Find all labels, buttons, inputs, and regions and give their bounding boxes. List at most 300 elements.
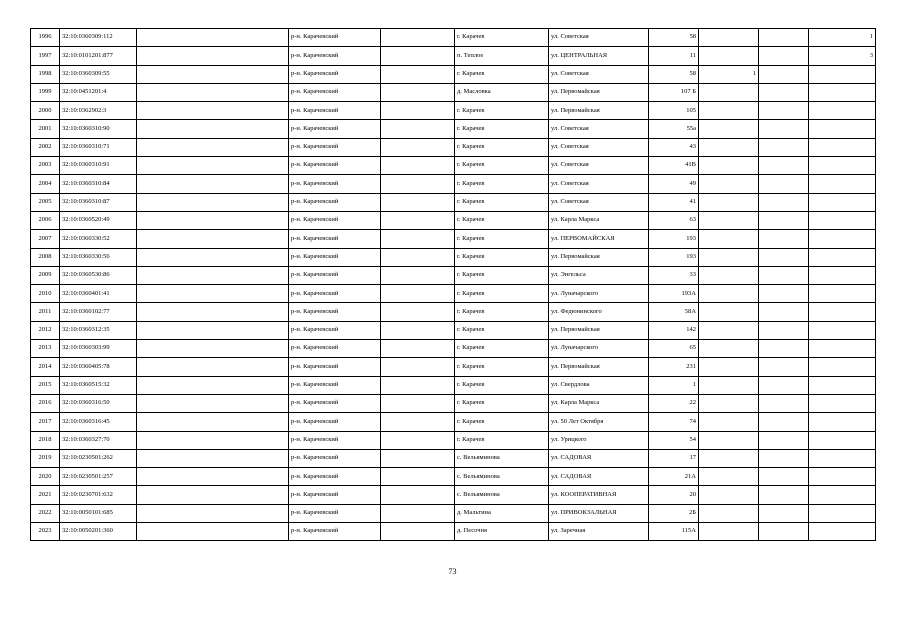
settlement-cell: г. Карачев <box>455 65 549 83</box>
apartment-cell <box>699 321 759 339</box>
blank-cell <box>381 285 455 303</box>
cadastral-number-cell: 32:10:0360330:56 <box>60 248 137 266</box>
blank-cell <box>381 138 455 156</box>
blank-cell <box>381 449 455 467</box>
house-number-cell: 49 <box>649 175 699 193</box>
house-number-cell: 22 <box>649 394 699 412</box>
settlement-cell: п. Теплое <box>455 47 549 65</box>
row-number-cell: 2020 <box>31 468 60 486</box>
settlement-cell: г. Карачев <box>455 29 549 47</box>
district-cell: р-н. Карачевский <box>289 138 381 156</box>
blank-cell <box>759 266 809 284</box>
table-row <box>31 193 876 211</box>
count-cell <box>809 340 876 358</box>
district-cell: р-н. Карачевский <box>289 321 381 339</box>
apartment-cell <box>699 523 759 541</box>
district-cell: р-н. Карачевский <box>289 468 381 486</box>
house-number-cell: 65 <box>649 340 699 358</box>
district-cell: р-н. Карачевский <box>289 211 381 229</box>
apartment-cell <box>699 83 759 101</box>
settlement-cell: г. Карачев <box>455 340 549 358</box>
district-cell: р-н. Карачевский <box>289 230 381 248</box>
district-cell: р-н. Карачевский <box>289 120 381 138</box>
district-cell: р-н. Карачевский <box>289 358 381 376</box>
table-row <box>31 83 876 101</box>
house-number-cell: 193 <box>649 248 699 266</box>
count-cell <box>809 138 876 156</box>
row-number-cell: 1999 <box>31 83 60 101</box>
blank-cell <box>759 376 809 394</box>
house-number-cell: 58А <box>649 303 699 321</box>
cadastral-number-cell: 32:10:0360310:84 <box>60 175 137 193</box>
count-cell: 3 <box>809 47 876 65</box>
settlement-cell: г. Карачев <box>455 248 549 266</box>
apartment-cell <box>699 266 759 284</box>
row-number-cell: 2009 <box>31 266 60 284</box>
district-cell: р-н. Карачевский <box>289 83 381 101</box>
street-cell: ул. 50 Лет Октября <box>549 413 649 431</box>
row-number-cell: 2008 <box>31 248 60 266</box>
count-cell <box>809 230 876 248</box>
blank-cell <box>759 449 809 467</box>
street-cell: ул. Свердлова <box>549 376 649 394</box>
district-cell: р-н. Карачевский <box>289 431 381 449</box>
count-cell <box>809 65 876 83</box>
row-number-cell: 2000 <box>31 102 60 120</box>
blank-cell <box>381 504 455 522</box>
table-row <box>31 138 876 156</box>
register-table-body <box>31 29 876 541</box>
table-row <box>31 157 876 175</box>
blank-cell <box>381 376 455 394</box>
count-cell <box>809 358 876 376</box>
house-number-cell: 63 <box>649 211 699 229</box>
row-number-cell: 2015 <box>31 376 60 394</box>
cadastral-number-cell: 32:10:0360401:41 <box>60 285 137 303</box>
street-cell: ул. САДОВАЯ <box>549 449 649 467</box>
cadastral-number-cell: 32:10:0360405:78 <box>60 358 137 376</box>
blank-cell <box>137 193 289 211</box>
blank-cell <box>381 83 455 101</box>
row-number-cell: 2016 <box>31 394 60 412</box>
blank-cell <box>137 468 289 486</box>
district-cell: р-н. Карачевский <box>289 449 381 467</box>
table-row <box>31 358 876 376</box>
house-number-cell: 55а <box>649 120 699 138</box>
blank-cell <box>759 211 809 229</box>
street-cell: ул. Первомайская <box>549 248 649 266</box>
blank-cell <box>137 431 289 449</box>
blank-cell <box>137 83 289 101</box>
blank-cell <box>137 358 289 376</box>
street-cell: ул. Советская <box>549 175 649 193</box>
blank-cell <box>381 65 455 83</box>
blank-cell <box>137 413 289 431</box>
table-row <box>31 230 876 248</box>
house-number-cell: 17 <box>649 449 699 467</box>
cadastral-number-cell: 32:10:0360520:49 <box>60 211 137 229</box>
blank-cell <box>137 376 289 394</box>
blank-cell <box>137 321 289 339</box>
apartment-cell <box>699 102 759 120</box>
house-number-cell: 43 <box>649 138 699 156</box>
district-cell: р-н. Карачевский <box>289 266 381 284</box>
apartment-cell <box>699 138 759 156</box>
house-number-cell: 142 <box>649 321 699 339</box>
table-row <box>31 102 876 120</box>
apartment-cell <box>699 486 759 504</box>
blank-cell <box>137 303 289 321</box>
district-cell: р-н. Карачевский <box>289 303 381 321</box>
blank-cell <box>759 504 809 522</box>
district-cell: р-н. Карачевский <box>289 29 381 47</box>
blank-cell <box>759 138 809 156</box>
street-cell: ул. Советская <box>549 157 649 175</box>
table-row <box>31 449 876 467</box>
table-row <box>31 47 876 65</box>
blank-cell <box>759 65 809 83</box>
district-cell: р-н. Карачевский <box>289 285 381 303</box>
blank-cell <box>381 211 455 229</box>
settlement-cell: д. Песочня <box>455 523 549 541</box>
table-row <box>31 120 876 138</box>
blank-cell <box>381 193 455 211</box>
cadastral-number-cell: 32:10:0360310:87 <box>60 193 137 211</box>
district-cell: р-н. Карачевский <box>289 376 381 394</box>
settlement-cell: д. Мальтина <box>455 504 549 522</box>
blank-cell <box>759 157 809 175</box>
house-number-cell: 193 <box>649 230 699 248</box>
apartment-cell <box>699 285 759 303</box>
blank-cell <box>137 340 289 358</box>
settlement-cell: г. Карачев <box>455 376 549 394</box>
cadastral-number-cell: 32:10:0360327:70 <box>60 431 137 449</box>
table-row <box>31 29 876 47</box>
count-cell <box>809 468 876 486</box>
house-number-cell: 41В <box>649 157 699 175</box>
blank-cell <box>137 394 289 412</box>
blank-cell <box>759 486 809 504</box>
row-number-cell: 2001 <box>31 120 60 138</box>
count-cell <box>809 431 876 449</box>
row-number-cell: 2019 <box>31 449 60 467</box>
house-number-cell: 58 <box>649 65 699 83</box>
cadastral-number-cell: 32:10:0360330:52 <box>60 230 137 248</box>
row-number-cell: 2003 <box>31 157 60 175</box>
row-number-cell: 2011 <box>31 303 60 321</box>
settlement-cell: г. Карачев <box>455 303 549 321</box>
street-cell: ул. ПЕРВОМАЙСКАЯ <box>549 230 649 248</box>
settlement-cell: г. Карачев <box>455 431 549 449</box>
cadastral-number-cell: 32:10:0230501:262 <box>60 449 137 467</box>
house-number-cell: 105 <box>649 102 699 120</box>
street-cell: ул. Урицкого <box>549 431 649 449</box>
count-cell <box>809 193 876 211</box>
table-row <box>31 303 876 321</box>
apartment-cell <box>699 468 759 486</box>
street-cell: ул. Первомайская <box>549 102 649 120</box>
blank-cell <box>381 468 455 486</box>
table-row <box>31 340 876 358</box>
apartment-cell <box>699 431 759 449</box>
settlement-cell: д. Масловка <box>455 83 549 101</box>
apartment-cell <box>699 504 759 522</box>
count-cell <box>809 102 876 120</box>
count-cell <box>809 285 876 303</box>
street-cell: ул. Федюнинского <box>549 303 649 321</box>
cadastral-number-cell: 32:10:0451201:4 <box>60 83 137 101</box>
apartment-cell <box>699 47 759 65</box>
blank-cell <box>759 248 809 266</box>
table-row <box>31 486 876 504</box>
apartment-cell <box>699 413 759 431</box>
blank-cell <box>137 102 289 120</box>
blank-cell <box>759 120 809 138</box>
table-row <box>31 376 876 394</box>
house-number-cell: 74 <box>649 413 699 431</box>
apartment-cell <box>699 303 759 321</box>
count-cell <box>809 413 876 431</box>
apartment-cell <box>699 29 759 47</box>
cadastral-number-cell: 32:10:0360312:35 <box>60 321 137 339</box>
settlement-cell: г. Карачев <box>455 175 549 193</box>
count-cell <box>809 157 876 175</box>
count-cell <box>809 248 876 266</box>
cadastral-number-cell: 32:10:0360309:55 <box>60 65 137 83</box>
blank-cell <box>137 120 289 138</box>
table-row <box>31 248 876 266</box>
district-cell: р-н. Карачевский <box>289 102 381 120</box>
table-row <box>31 266 876 284</box>
street-cell: ул. Луначарского <box>549 285 649 303</box>
cadastral-number-cell: 32:10:0360530:86 <box>60 266 137 284</box>
apartment-cell <box>699 211 759 229</box>
page-number: 73 <box>448 567 457 576</box>
district-cell: р-н. Карачевский <box>289 248 381 266</box>
blank-cell <box>137 65 289 83</box>
cadastral-number-cell: 32:10:0360515:32 <box>60 376 137 394</box>
cadastral-number-cell: 32:10:0360310:90 <box>60 120 137 138</box>
count-cell <box>809 394 876 412</box>
street-cell: ул. Советская <box>549 29 649 47</box>
row-number-cell: 2012 <box>31 321 60 339</box>
cadastral-number-cell: 32:10:0360310:71 <box>60 138 137 156</box>
blank-cell <box>381 413 455 431</box>
row-number-cell: 2007 <box>31 230 60 248</box>
blank-cell <box>759 83 809 101</box>
street-cell: ул. Заречная <box>549 523 649 541</box>
district-cell: р-н. Карачевский <box>289 394 381 412</box>
blank-cell <box>137 211 289 229</box>
settlement-cell: г. Карачев <box>455 285 549 303</box>
row-number-cell: 2014 <box>31 358 60 376</box>
house-number-cell: 107 Б <box>649 83 699 101</box>
row-number-cell: 2022 <box>31 504 60 522</box>
blank-cell <box>759 47 809 65</box>
count-cell <box>809 523 876 541</box>
blank-cell <box>381 175 455 193</box>
apartment-cell: 1 <box>699 65 759 83</box>
blank-cell <box>381 157 455 175</box>
row-number-cell: 1998 <box>31 65 60 83</box>
blank-cell <box>759 321 809 339</box>
district-cell: р-н. Карачевский <box>289 504 381 522</box>
row-number-cell: 2023 <box>31 523 60 541</box>
count-cell <box>809 83 876 101</box>
blank-cell <box>759 358 809 376</box>
street-cell: ул. Советская <box>549 138 649 156</box>
settlement-cell: г. Карачев <box>455 211 549 229</box>
street-cell: ул. Карла Маркса <box>549 211 649 229</box>
count-cell <box>809 321 876 339</box>
street-cell: ул. ЦЕНТРАЛЬНАЯ <box>549 47 649 65</box>
blank-cell <box>381 266 455 284</box>
blank-cell <box>381 321 455 339</box>
row-number-cell: 2013 <box>31 340 60 358</box>
apartment-cell <box>699 358 759 376</box>
district-cell: р-н. Карачевский <box>289 193 381 211</box>
blank-cell <box>759 394 809 412</box>
cadastral-number-cell: 32:10:0362902:3 <box>60 102 137 120</box>
blank-cell <box>759 431 809 449</box>
blank-cell <box>381 120 455 138</box>
blank-cell <box>381 523 455 541</box>
apartment-cell <box>699 230 759 248</box>
house-number-cell: 193А <box>649 285 699 303</box>
house-number-cell: 2Б <box>649 504 699 522</box>
row-number-cell: 2018 <box>31 431 60 449</box>
settlement-cell: г. Карачев <box>455 413 549 431</box>
blank-cell <box>137 266 289 284</box>
blank-cell <box>137 175 289 193</box>
blank-cell <box>759 29 809 47</box>
table-row <box>31 285 876 303</box>
row-number-cell: 1996 <box>31 29 60 47</box>
count-cell <box>809 120 876 138</box>
settlement-cell: с. Вельяминова <box>455 468 549 486</box>
row-number-cell: 2010 <box>31 285 60 303</box>
blank-cell <box>381 303 455 321</box>
apartment-cell <box>699 157 759 175</box>
district-cell: р-н. Карачевский <box>289 65 381 83</box>
blank-cell <box>137 230 289 248</box>
house-number-cell: 58 <box>649 29 699 47</box>
blank-cell <box>381 394 455 412</box>
blank-cell <box>137 47 289 65</box>
blank-cell <box>137 29 289 47</box>
blank-cell <box>137 523 289 541</box>
row-number-cell: 2017 <box>31 413 60 431</box>
count-cell <box>809 504 876 522</box>
blank-cell <box>759 193 809 211</box>
table-row <box>31 211 876 229</box>
settlement-cell: с. Вельяминова <box>455 449 549 467</box>
house-number-cell: 21А <box>649 468 699 486</box>
blank-cell <box>137 486 289 504</box>
settlement-cell: г. Карачев <box>455 358 549 376</box>
table-row <box>31 523 876 541</box>
district-cell: р-н. Карачевский <box>289 486 381 504</box>
table-row <box>31 394 876 412</box>
district-cell: р-н. Карачевский <box>289 523 381 541</box>
row-number-cell: 2006 <box>31 211 60 229</box>
settlement-cell: г. Карачев <box>455 157 549 175</box>
cadastral-number-cell: 32:10:0360102:77 <box>60 303 137 321</box>
street-cell: ул. КООПЕРАТИВНАЯ <box>549 486 649 504</box>
blank-cell <box>759 102 809 120</box>
blank-cell <box>759 468 809 486</box>
cadastral-number-cell: 32:10:0360303:99 <box>60 340 137 358</box>
apartment-cell <box>699 376 759 394</box>
house-number-cell: 231 <box>649 358 699 376</box>
blank-cell <box>137 285 289 303</box>
table-row <box>31 468 876 486</box>
blank-cell <box>137 504 289 522</box>
table-row <box>31 413 876 431</box>
street-cell: ул. Советская <box>549 193 649 211</box>
blank-cell <box>381 340 455 358</box>
cadastral-number-cell: 32:10:0101201:877 <box>60 47 137 65</box>
register-table <box>30 28 876 541</box>
table-row <box>31 504 876 522</box>
apartment-cell <box>699 340 759 358</box>
apartment-cell <box>699 449 759 467</box>
street-cell: ул. ПРИВОКЗАЛЬНАЯ <box>549 504 649 522</box>
blank-cell <box>381 230 455 248</box>
street-cell: ул. Первомайская <box>549 83 649 101</box>
settlement-cell: г. Карачев <box>455 102 549 120</box>
table-row <box>31 431 876 449</box>
settlement-cell: г. Карачев <box>455 138 549 156</box>
count-cell <box>809 211 876 229</box>
count-cell <box>809 266 876 284</box>
blank-cell <box>759 523 809 541</box>
apartment-cell <box>699 193 759 211</box>
apartment-cell <box>699 120 759 138</box>
blank-cell <box>381 431 455 449</box>
count-cell <box>809 486 876 504</box>
blank-cell <box>137 157 289 175</box>
blank-cell <box>759 340 809 358</box>
street-cell: ул. Первомайская <box>549 321 649 339</box>
street-cell: ул. Советская <box>549 65 649 83</box>
cadastral-number-cell: 32:10:0230701:632 <box>60 486 137 504</box>
house-number-cell: 115А <box>649 523 699 541</box>
settlement-cell: г. Карачев <box>455 394 549 412</box>
district-cell: р-н. Карачевский <box>289 175 381 193</box>
house-number-cell: 1 <box>649 376 699 394</box>
house-number-cell: 54 <box>649 431 699 449</box>
cadastral-number-cell: 32:10:0050201:360 <box>60 523 137 541</box>
blank-cell <box>381 102 455 120</box>
district-cell: р-н. Карачевский <box>289 340 381 358</box>
blank-cell <box>137 449 289 467</box>
street-cell: ул. Карла Маркса <box>549 394 649 412</box>
blank-cell <box>759 303 809 321</box>
blank-cell <box>759 175 809 193</box>
count-cell <box>809 376 876 394</box>
apartment-cell <box>699 248 759 266</box>
row-number-cell: 2002 <box>31 138 60 156</box>
table-row <box>31 175 876 193</box>
cadastral-number-cell: 32:10:0230501:257 <box>60 468 137 486</box>
row-number-cell: 2004 <box>31 175 60 193</box>
settlement-cell: с. Вельяминова <box>455 486 549 504</box>
blank-cell <box>381 486 455 504</box>
settlement-cell: г. Карачев <box>455 120 549 138</box>
blank-cell <box>137 138 289 156</box>
cadastral-number-cell: 32:10:0360310:91 <box>60 157 137 175</box>
